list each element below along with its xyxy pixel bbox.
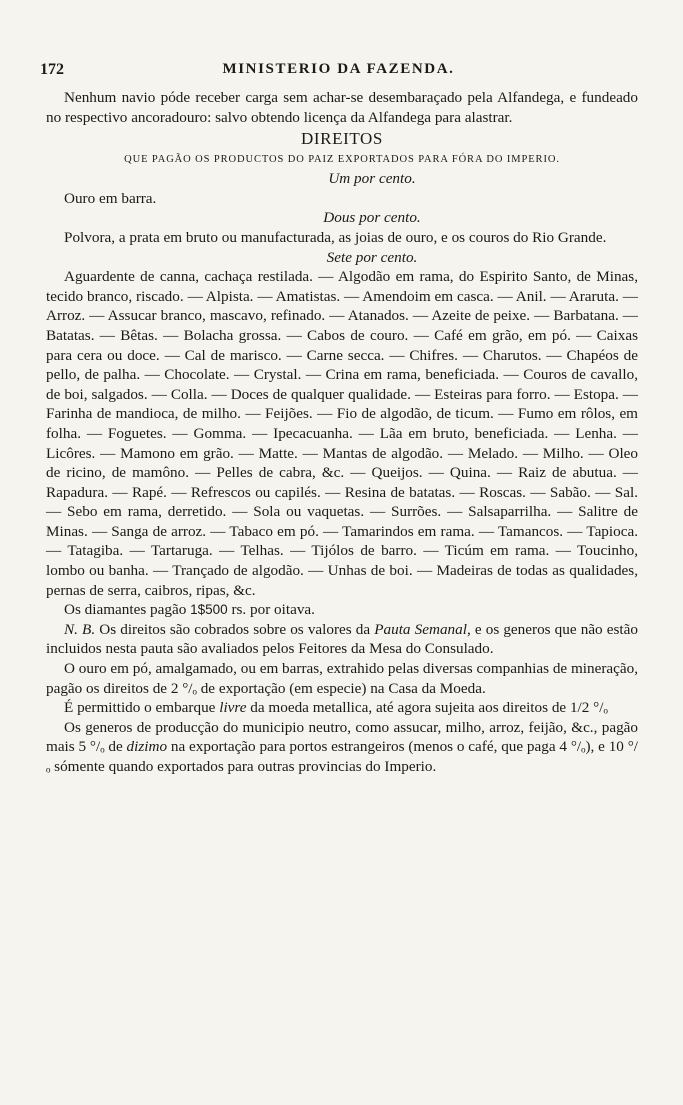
paragraph-ouro: O ouro em pó, amalgamado, ou em barras, extrahido pelas diversas companhias de mineração, pagão os direitos de 2 °/ₒ de exportação (em especie) na Casa da Moeda. [46,660,638,697]
paragraph-embarque: É permittido o embarque livre da moeda metallica, até agora sujeita aos direitos de 1/2 °/ₒ [64,699,608,717]
nb-label: N. B. [64,620,96,638]
diamond-price: 1$500 [190,602,228,618]
rate-title-dous: Dous por cento. [323,209,421,227]
paragraph-diamantes: Os diamantes pagão 1$500 rs. por oitava. [64,601,315,619]
running-title: MINISTERIO DA FAZENDA. [222,61,455,77]
section-subheading: QUE PAGÃO OS PRODUCTOS DO PAIZ EXPORTADOS PARA FÓRA DO IMPERIO. [124,154,560,166]
paragraph-navio: Nenhum navio póde receber carga sem achar-se desembaraçado pela Alfandega, e fundeado no respectivo ancoradouro: salvo obtendo licença da Alfandega para alastrar. [46,89,638,126]
page-body [46,88,638,777]
page-number: 172 [40,61,64,78]
section-heading: DIREITOS [301,129,383,149]
rate-text-dous: Polvora, a prata em bruto ou manufacturada, as joias de ouro, e os couros do Rio Grande. [64,228,607,246]
page-header [40,60,637,82]
rate-title-sete: Sete por cento. [326,248,418,266]
paragraph-nb: N. B. Os direitos são cobrados sobre os valores da Pauta Semanal, e os generos que não estão incluidos nesta pauta são avaliados pelos Feitores da Mesa do Consulado. [46,620,638,658]
paragraph-generos: Os generos de producção do municipio neutro, como assucar, milho, arroz, feijão, &c., pagão mais 5 °/ₒ de dizimo na exportação para portos estrangeiros (menos o café, que paga 4 °/ₒ), e 10 °/ₒ sómente quando exportados para outras provincias do Imperio. [46,718,639,775]
rate-title-um: Um por cento. [328,170,416,188]
rate-text-um: Ouro em barra. [64,189,157,207]
rate-text-sete: Aguardente de canna, cachaça restilada. — Algodão em rama, do Espirito Santo, de Minas, tecido branco, riscado. — Alpista. — Amatistas. — Amendoim em casca. — Anil. — Araruta. — Arroz. — Assucar branco, mascavo, refinado. — Atanados. — Azeite de peixe. — Barbatana. — Batatas. — Bêtas. — Bolacha grossa. — Cabos de couro. — Café em grão, em pó. — Caixas para cera ou doce. — Cal de marisco. — Carne secca. — Chifres. — Charutos. — Chapéos de pello, de palha. — Chocolate. — Crystal. — Crina em rama, beneficiada. — Couros de cavallo, de boi, salgados. — Colla. — Doces de qualquer qualidade. — Esteiras para forro. — Estopa. — Farinha de mandioca, de milho. — Feijões. — Fio de algodão, de ticum. — Fumo em rôlos, em folha. — Foguetes. — Gomma. — Ipecacuanha. — Lãa em bruto, beneficiada. — Lenha. — Licôres. — Mamono em grão. — Matte. — Mantas de algodão. — Melado. — Milho. — Oleo de ricino, de mamôno. — Pelles de cabra, &c. — Queijos. — Quina. — Raiz de abutua. — Rapadura. — Rapé. — Refrescos ou capilés. — Resina de batatas. — Roscas. — Sabão. — Sal. — Sebo em rama, derretido. — Sola ou vaquetas. — Surrões. — Salsaparrilha. — Salitre de Minas. — Sanga de arroz. — Tabaco em pó. — Tamarindos em rama. — Tamancos. — Tapioca. — Tatagiba. — Tartaruga. — Telhas. — Tijólos de barro. — Ticúm em rama. — Toucinho, lombo ou banha. — Trançado de algodão. — Unhas de boi. — Madeiras de todas as qualidades, pernas de serra, caibros, ripas, &c. [46,268,638,599]
